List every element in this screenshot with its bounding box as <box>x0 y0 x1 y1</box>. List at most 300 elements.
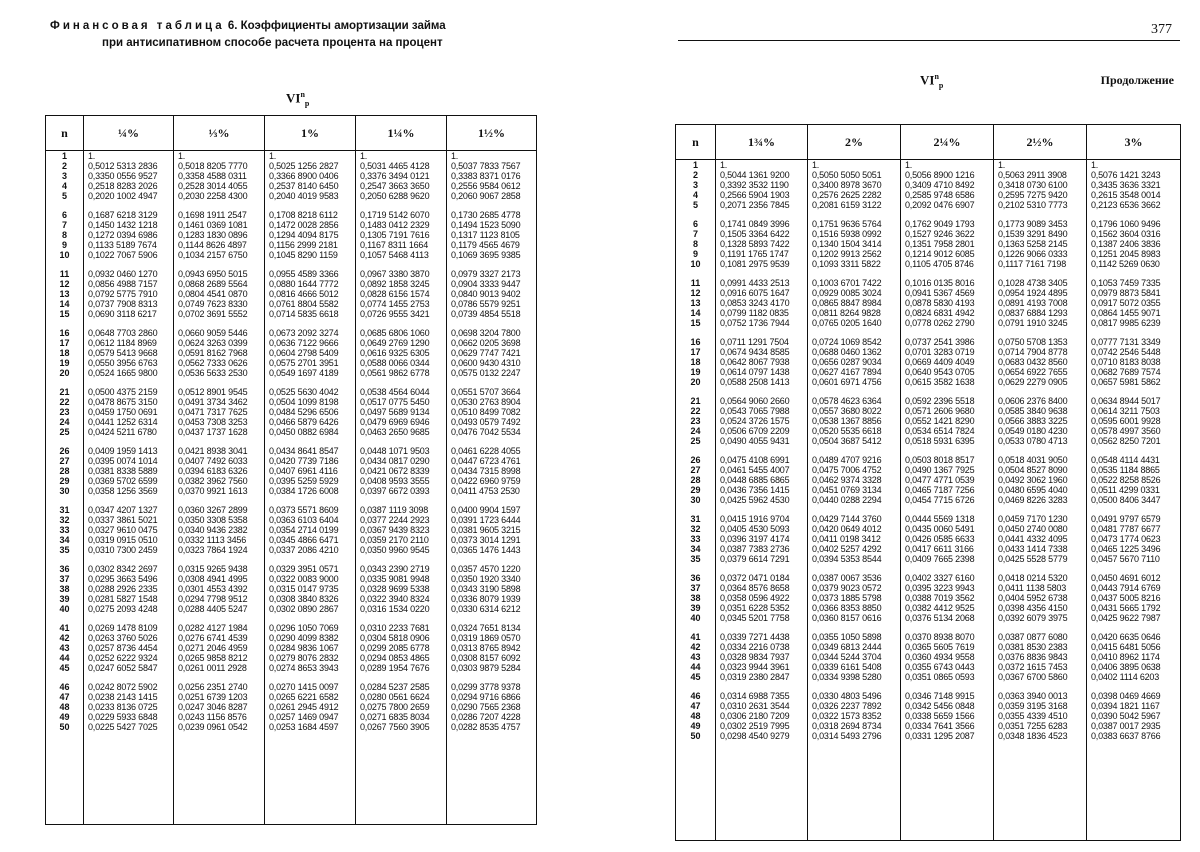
coefficient-value: 0,0316 1534 0220 <box>360 604 430 614</box>
coefficient-value: 0,2071 2356 7845 <box>720 200 790 210</box>
coefficient-value: 0,0404 5952 6738 <box>998 593 1068 603</box>
row-group <box>994 278 1086 328</box>
row-group <box>356 387 446 437</box>
header-rule <box>678 40 1180 41</box>
row-group <box>994 396 1086 446</box>
coefficient-value: 0,0466 5879 6426 <box>269 417 339 427</box>
coefficient-value: 0,0448 1071 9503 <box>360 446 430 456</box>
row-group <box>808 396 900 446</box>
coefficient-value: 0,0357 4570 1220 <box>451 564 521 574</box>
row-group <box>356 505 446 555</box>
coefficient-value: 0,1251 2045 8983 <box>1091 249 1161 259</box>
coefficient-value: 1. <box>998 160 1006 170</box>
row-group <box>1087 514 1180 564</box>
period-number: 16 <box>690 337 701 347</box>
coefficient-value: 0,0518 5931 6395 <box>905 436 975 446</box>
coefficient-value: 0,0761 8804 5582 <box>269 299 339 309</box>
coefficient-value: 0,0840 9013 9402 <box>451 289 521 299</box>
coefficient-value: 0,0534 6514 7824 <box>905 426 975 436</box>
coefficient-value: 0,0660 9059 5446 <box>178 328 248 338</box>
row-group <box>447 269 536 319</box>
coefficient-value: 0,1719 5142 6070 <box>360 210 430 220</box>
coefficient-value: 0,0424 5211 6780 <box>88 427 157 437</box>
coefficient-value: 1. <box>178 151 186 161</box>
coefficient-value: 0,0302 8342 2697 <box>88 564 158 574</box>
period-number: 24 <box>690 426 701 436</box>
coefficient-value: 0,0286 7207 4228 <box>451 712 521 722</box>
coefficient-value: 0,0271 2046 4959 <box>178 643 248 653</box>
coefficient-column <box>174 151 265 825</box>
coefficient-value: 0,0421 0672 8339 <box>360 466 430 476</box>
coefficient-value: 1. <box>88 151 96 161</box>
period-number: 29 <box>690 485 701 495</box>
coefficient-column <box>716 160 808 841</box>
coefficient-value: 0,0564 9060 2660 <box>720 396 790 406</box>
coefficient-value: 0,0365 5605 7619 <box>905 642 975 652</box>
coefficient-value: 0,0561 9862 6778 <box>360 368 430 378</box>
coefficient-value: 0,0435 0060 5491 <box>905 524 975 534</box>
row-group <box>46 328 83 378</box>
period-number: 41 <box>59 623 70 633</box>
coefficient-value: 0,5044 1361 9200 <box>720 170 790 180</box>
row-group <box>447 682 536 732</box>
coefficient-value: 0,1773 9089 3453 <box>998 219 1068 229</box>
coefficient-value: 0,0308 3840 8326 <box>269 594 339 604</box>
row-group <box>676 160 715 210</box>
row-group <box>46 505 83 555</box>
coefficient-value: 0,2576 2625 2282 <box>812 190 882 200</box>
row-group <box>447 564 536 614</box>
coefficient-value: 0,0750 5708 1353 <box>998 337 1068 347</box>
coefficient-value: 0,0904 3333 9447 <box>451 279 521 289</box>
coefficient-value: 0,0473 1774 0623 <box>1091 534 1161 544</box>
coefficient-value: 0,1142 5269 0630 <box>1091 259 1160 269</box>
period-column <box>46 151 84 825</box>
coefficient-value: 0,0429 7144 3760 <box>812 514 882 524</box>
coefficient-value: 0,0497 5689 9134 <box>360 407 430 417</box>
coefficient-value: 0,1156 2999 2181 <box>269 240 338 250</box>
coefficient-value: 0,0225 5427 7025 <box>88 722 158 732</box>
coefficient-value: 0,0367 9439 8323 <box>360 525 430 535</box>
coefficient-value: 0,0657 5981 5862 <box>1091 377 1161 387</box>
period-number: 34 <box>690 544 701 554</box>
row-group <box>676 278 715 328</box>
period-number: 40 <box>690 613 701 623</box>
coefficient-value: 0,0365 1476 1443 <box>451 545 521 555</box>
coefficient-value: 0,0376 5134 2068 <box>905 613 975 623</box>
coefficient-value: 0,0616 9325 6305 <box>360 348 430 358</box>
period-number: 5 <box>61 191 67 201</box>
coefficient-value: 0,0461 6228 4055 <box>451 446 521 456</box>
coefficient-value: 0,5031 4465 4128 <box>360 161 430 171</box>
row-group <box>1087 632 1180 682</box>
coefficient-value: 0,0306 2180 7209 <box>720 711 790 721</box>
period-number: 28 <box>59 466 70 476</box>
period-number: 38 <box>59 584 70 594</box>
row-group <box>716 632 807 682</box>
coefficient-value: 0,0303 9879 5284 <box>451 663 521 673</box>
row-group <box>676 573 715 623</box>
period-number: 47 <box>59 692 70 702</box>
period-number: 10 <box>59 250 70 260</box>
coefficient-value: 0,0324 7651 8134 <box>451 623 521 633</box>
coefficient-value: 0,0420 6635 0646 <box>1091 632 1161 642</box>
coefficient-value: 0,1133 5189 7674 <box>88 240 157 250</box>
coefficient-value: 0,0330 4803 5496 <box>812 691 882 701</box>
coefficient-value: 0,0702 3691 5552 <box>178 309 248 319</box>
coefficient-value: 0,0351 7255 6283 <box>998 721 1068 731</box>
coefficient-value: 0,0395 5259 5929 <box>269 476 339 486</box>
coefficient-value: 0,0436 7356 1415 <box>720 485 790 495</box>
coefficient-value: 0,0543 7065 7988 <box>720 406 790 416</box>
coefficient-value: 0,0238 2143 1415 <box>88 692 158 702</box>
coefficient-value: 0,1283 1830 0896 <box>178 230 248 240</box>
coefficient-value: 0,0475 4108 6991 <box>720 455 790 465</box>
coefficient-value: 0,0698 3204 7800 <box>451 328 521 338</box>
row-group <box>1087 337 1180 387</box>
coefficient-value: 0,0387 0877 6080 <box>998 632 1068 642</box>
coefficient-value: 0,0298 4540 9279 <box>720 731 790 741</box>
period-number: 46 <box>690 691 701 701</box>
coefficient-value: 0,0774 1455 2753 <box>360 299 430 309</box>
coefficient-value: 0,0379 6614 7291 <box>720 554 790 564</box>
coefficient-value: 0,0373 3014 1291 <box>451 535 521 545</box>
coefficient-value: 0,0400 9904 1597 <box>451 505 521 515</box>
coefficient-value: 0,0600 9430 4310 <box>451 358 521 368</box>
coefficient-value: 0,0372 0471 0184 <box>720 573 790 583</box>
coefficient-value: 0,0491 3734 3462 <box>178 397 248 407</box>
coefficient-value: 0,0373 5571 8609 <box>269 505 339 515</box>
coefficient-value: 0,1483 0412 2329 <box>360 220 430 230</box>
row-group <box>994 691 1086 741</box>
period-number: 23 <box>59 407 70 417</box>
row-group <box>994 455 1086 505</box>
coefficient-value: 0,2547 3663 3650 <box>360 181 430 191</box>
period-number: 44 <box>59 653 70 663</box>
row-group <box>356 623 446 673</box>
coefficient-value: 0,0282 8535 4757 <box>451 722 521 732</box>
coefficient-value: 0,0525 5630 4042 <box>269 387 339 397</box>
period-number: 44 <box>690 662 701 672</box>
coefficient-value: 0,0319 0915 0510 <box>88 535 158 545</box>
row-group <box>356 269 446 319</box>
coefficient-value: 0,0588 2508 1413 <box>720 377 790 387</box>
coefficient-value: 0,0591 8162 7968 <box>178 348 248 358</box>
coefficient-value: 0,0550 3956 6763 <box>88 358 158 368</box>
row-group <box>84 623 173 673</box>
coefficient-value: 0,0520 5535 6618 <box>812 426 882 436</box>
coefficient-value: 0,0391 1723 6444 <box>451 515 521 525</box>
coefficient-value: 0,0674 9434 8585 <box>720 347 790 357</box>
row-group <box>447 446 536 496</box>
period-number: 18 <box>59 348 70 358</box>
coefficient-value: 0,0276 6741 4539 <box>178 633 248 643</box>
coefficient-value: 0,0261 0011 2928 <box>178 663 247 673</box>
coefficient-value: 1. <box>1091 160 1099 170</box>
coefficient-value: 0,1144 8626 4897 <box>178 240 247 250</box>
coefficient-value: 0,0437 1737 1628 <box>178 427 248 437</box>
coefficient-value: 0,0257 1469 0947 <box>269 712 339 722</box>
row-group <box>1087 160 1180 210</box>
coefficient-value: 0,0337 2086 4210 <box>269 545 339 555</box>
period-number: 9 <box>61 240 67 250</box>
period-number: 25 <box>690 436 701 446</box>
coefficient-value: 0,0308 8157 6092 <box>451 653 521 663</box>
coefficient-column <box>808 160 901 841</box>
row-group <box>901 573 993 623</box>
row-group <box>1087 219 1180 269</box>
row-group <box>716 514 807 564</box>
coefficient-value: 0,0251 6739 1203 <box>178 692 248 702</box>
row-group <box>174 210 264 260</box>
column-header-rate: 1½% <box>447 116 537 151</box>
coefficient-value: 0,0892 1858 3245 <box>360 279 430 289</box>
coefficient-value: 0,0777 7131 3349 <box>1091 337 1161 347</box>
coefficient-value: 0,5050 5050 5051 <box>812 170 882 180</box>
row-group <box>901 632 993 682</box>
coefficient-value: 0,0627 4167 7894 <box>812 367 882 377</box>
coefficient-value: 0,0575 0132 2247 <box>451 368 521 378</box>
coefficient-value: 0,0551 5707 3664 <box>451 387 521 397</box>
coefficient-value: 0,0288 2926 2335 <box>88 584 158 594</box>
coefficient-value: 0,0314 5493 2796 <box>812 731 882 741</box>
coefficient-value: 0,0343 2390 2719 <box>360 564 430 574</box>
coefficient-value: 0,0425 5528 5779 <box>998 554 1068 564</box>
coefficient-value: 0,0816 4666 5012 <box>269 289 339 299</box>
row-group <box>265 623 355 673</box>
column-header-n: n <box>676 125 716 160</box>
coefficient-value: 0,5037 7833 7567 <box>451 161 521 171</box>
coefficient-value: 0,0335 9081 9948 <box>360 574 430 584</box>
period-number: 27 <box>690 465 701 475</box>
coefficient-value: 0,0387 0067 3536 <box>812 573 882 583</box>
coefficient-value: 0,0334 7641 3566 <box>905 721 975 731</box>
coefficient-value: 0,0295 3663 5496 <box>88 574 158 584</box>
coefficient-value: 0,0408 9593 3555 <box>360 476 430 486</box>
coefficient-value: 0,0929 0085 3024 <box>812 288 882 298</box>
coefficient-value: 0,0512 8901 9545 <box>178 387 248 397</box>
coefficient-value: 0,0425 5962 4530 <box>720 495 790 505</box>
coefficient-value: 0,0411 1138 5803 <box>998 583 1067 593</box>
column-header-rate: 3% <box>1087 125 1181 160</box>
coefficient-value: 0,0634 8944 5017 <box>1091 396 1161 406</box>
coefficient-value: 0,2518 8283 2026 <box>88 181 158 191</box>
coefficient-value: 0,2081 6159 3122 <box>812 200 882 210</box>
coefficient-column <box>356 151 447 825</box>
coefficient-value: 0,0288 4405 5247 <box>178 604 248 614</box>
coefficient-value: 0,0382 4412 9525 <box>905 603 975 613</box>
coefficient-value: 0,0290 7565 2368 <box>451 702 521 712</box>
coefficient-value: 0,2585 9748 6586 <box>905 190 975 200</box>
coefficient-value: 0,1796 1060 9496 <box>1091 219 1161 229</box>
coefficient-value: 0,0322 1573 8352 <box>812 711 882 721</box>
row-group <box>174 682 264 732</box>
period-number: 5 <box>692 200 698 210</box>
coefficient-value: 0,5018 8205 7770 <box>178 161 248 171</box>
coefficient-value: 0,0422 6960 9759 <box>451 476 521 486</box>
coefficient-value: 0,0358 0596 4922 <box>720 593 790 603</box>
coefficient-value: 0,0247 6052 5847 <box>88 663 158 673</box>
period-number: 32 <box>690 524 701 534</box>
coefficient-value: 0,2566 5904 1903 <box>720 190 790 200</box>
coefficient-value: 0,0443 7914 6769 <box>1091 583 1161 593</box>
period-number: 31 <box>59 505 70 515</box>
coefficient-value: 0,0450 0882 6984 <box>269 427 339 437</box>
row-group <box>1087 396 1180 446</box>
coefficient-value: 0,0370 9921 1613 <box>178 486 248 496</box>
coefficient-value: 0,0459 7170 1230 <box>998 514 1068 524</box>
coefficient-value: 0,0275 2093 4248 <box>88 604 158 614</box>
period-number: 18 <box>690 357 701 367</box>
period-number: 48 <box>59 702 70 712</box>
coefficient-value: 0,0256 2351 2740 <box>178 682 248 692</box>
coefficient-value: 0,0252 6222 9324 <box>88 653 158 663</box>
coefficient-value: 0,0752 1736 7944 <box>720 318 790 328</box>
coefficient-value: 0,0477 4771 0539 <box>905 475 975 485</box>
coefficient-value: 0,0284 5237 2585 <box>360 682 430 692</box>
row-group <box>174 269 264 319</box>
coefficient-value: 0,0856 4988 7157 <box>88 279 158 289</box>
row-group <box>84 446 173 496</box>
coefficient-value: 0,0490 1367 7925 <box>905 465 975 475</box>
coefficient-value: 0,0338 5659 1566 <box>905 711 975 721</box>
coefficient-value: 0,0318 2694 8734 <box>812 721 882 731</box>
period-number: 19 <box>59 358 70 368</box>
coefficient-value: 0,0433 1414 7338 <box>998 544 1068 554</box>
row-group <box>84 151 173 201</box>
coefficient-value: 0,1022 7067 5906 <box>88 250 158 260</box>
coefficient-value: 0,0381 8338 5889 <box>88 466 158 476</box>
coefficient-value: 0,0817 9985 6239 <box>1091 318 1161 328</box>
coefficient-value: 0,0331 1295 2087 <box>905 731 975 741</box>
coefficient-value: 0,0739 4854 5518 <box>451 309 521 319</box>
coefficient-value: 0,0804 4541 0870 <box>178 289 248 299</box>
coefficient-value: 0,0394 5353 8544 <box>812 554 882 564</box>
coefficient-value: 0,0737 7908 8313 <box>88 299 158 309</box>
period-number: 7 <box>61 220 67 230</box>
coefficient-value: 0,0711 1291 7504 <box>720 337 789 347</box>
coefficient-value: 0,0398 4356 4150 <box>998 603 1068 613</box>
period-number: 39 <box>59 594 70 604</box>
coefficient-value: 1. <box>360 151 368 161</box>
period-column <box>676 160 716 841</box>
coefficient-value: 0,0253 1684 4597 <box>269 722 339 732</box>
row-group <box>174 328 264 378</box>
coefficient-value: 0,0323 7864 1924 <box>178 545 248 555</box>
coefficient-value: 0,2595 7275 9420 <box>998 190 1068 200</box>
coefficient-value: 0,0363 3940 0013 <box>998 691 1068 701</box>
coefficient-value: 0,0518 4031 9050 <box>998 455 1068 465</box>
row-group <box>716 160 807 210</box>
coefficient-value: 0,0334 2216 0738 <box>720 642 790 652</box>
coefficient-value: 0,3409 4710 8492 <box>905 180 975 190</box>
coefficient-value: 0,0261 2945 4912 <box>269 702 339 712</box>
coefficient-value: 0,0274 8653 3943 <box>269 663 339 673</box>
row-group <box>265 328 355 378</box>
period-number: 1 <box>692 160 698 170</box>
coefficient-value: 0,1081 2975 9539 <box>720 259 790 269</box>
title-lead: Финансовая таблица <box>50 20 225 32</box>
coefficient-value: 0,0328 9834 7937 <box>720 652 790 662</box>
period-number: 32 <box>59 515 70 525</box>
period-number: 7 <box>692 229 698 239</box>
coefficient-value: 0,2556 9584 0612 <box>451 181 521 191</box>
row-group <box>716 573 807 623</box>
coefficient-value: 0,0367 6700 5860 <box>998 672 1068 682</box>
column-header-rate: 2% <box>808 125 901 160</box>
column-header-n: n <box>46 116 84 151</box>
period-number: 1 <box>61 151 67 161</box>
row-group <box>46 682 83 732</box>
period-number: 39 <box>690 603 701 613</box>
coefficient-value: 0,1294 4094 8175 <box>269 230 339 240</box>
coefficient-value: 0,1387 2406 3836 <box>1091 239 1161 249</box>
coefficient-value: 0,0359 2170 2110 <box>360 535 429 545</box>
coefficient-value: 0,0379 9023 0572 <box>812 583 882 593</box>
table-formula: $VI^n_p$ <box>920 72 944 90</box>
coefficient-value: 0,0475 7006 4752 <box>812 465 882 475</box>
coefficient-value: 0,0917 5072 0355 <box>1091 298 1161 308</box>
row-group <box>447 210 536 260</box>
coefficient-value: 0,0491 9797 6579 <box>1091 514 1161 524</box>
period-number: 31 <box>690 514 701 524</box>
coefficient-value: 0,0313 8765 8942 <box>451 643 521 653</box>
coefficient-value: 0,0339 6161 5408 <box>812 662 882 672</box>
coefficient-value: 0,0387 0017 2935 <box>1091 721 1161 731</box>
row-group <box>716 396 807 446</box>
coefficient-value: 0,1328 5893 7422 <box>720 239 790 249</box>
coefficient-value: 0,0349 6813 2444 <box>812 642 882 652</box>
row-group <box>901 278 993 328</box>
row-group <box>676 455 715 505</box>
coefficient-value: 0,0370 8938 8070 <box>905 632 975 642</box>
coefficient-value: 0,0444 5569 1318 <box>905 514 975 524</box>
row-group <box>84 387 173 437</box>
coefficient-value: 0,0280 0561 6624 <box>360 692 430 702</box>
period-number: 47 <box>690 701 701 711</box>
coefficient-value: 0,0322 3940 8324 <box>360 594 430 604</box>
coefficient-value: 0,0348 1836 4523 <box>998 731 1068 741</box>
coefficient-value: 0,0878 5830 4193 <box>905 298 975 308</box>
row-group <box>716 337 807 387</box>
coefficient-value: 0,0302 2519 7995 <box>720 721 790 731</box>
coefficient-value: 0,0407 7492 6033 <box>178 456 248 466</box>
period-number: 24 <box>59 417 70 427</box>
row-group <box>1087 455 1180 505</box>
coefficient-value: 0,5012 5313 2836 <box>88 161 158 171</box>
coefficient-value: 0,0566 3883 3225 <box>998 416 1068 426</box>
coefficient-value: 0,0481 7787 6677 <box>1091 524 1161 534</box>
coefficient-value: 0,2615 3548 0014 <box>1091 190 1161 200</box>
period-number: 30 <box>690 495 701 505</box>
row-group <box>901 219 993 269</box>
coefficient-value: 0,0395 0074 1014 <box>88 456 158 466</box>
coefficient-value: 0,0828 6156 1574 <box>360 289 430 299</box>
coefficient-value: 0,0394 1821 1167 <box>1091 701 1160 711</box>
row-group <box>808 455 900 505</box>
coefficient-value: 0,0373 1885 5798 <box>812 593 882 603</box>
coefficient-value: 0,0478 8675 3150 <box>88 397 158 407</box>
coefficient-value: 0,1687 6218 3129 <box>88 210 158 220</box>
period-number: 15 <box>59 309 70 319</box>
right-page <box>600 0 1200 852</box>
coefficient-value: 0,0229 5933 6848 <box>88 712 158 722</box>
coefficient-value: 0,0967 3380 3870 <box>360 269 430 279</box>
period-number: 13 <box>690 298 701 308</box>
coefficient-value: 0,0282 4127 1984 <box>178 623 248 633</box>
row-group <box>46 151 83 201</box>
coefficient-value: 0,0441 4332 4095 <box>998 534 1068 544</box>
